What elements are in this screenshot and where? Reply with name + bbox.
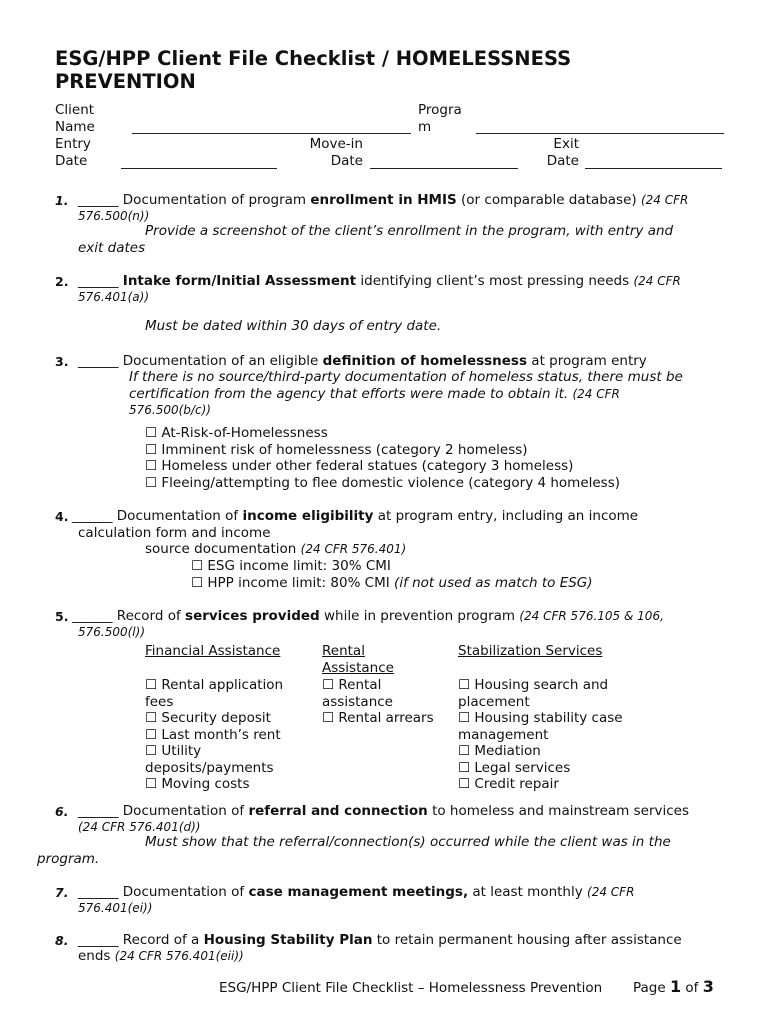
item-8-bold: Housing Stability Plan — [203, 932, 373, 948]
item-6-line1 — [78, 803, 689, 820]
item-2-cite1: (24 CFR — [633, 274, 681, 288]
fa-option-rental-application-cont: fees — [145, 693, 174, 710]
item-5-bold: services provided — [185, 608, 320, 624]
title-line-2: PREVENTION — [55, 70, 196, 93]
item-4-number: 4. — [55, 509, 69, 524]
item-5-pre: Record of — [112, 608, 186, 624]
item-7-pre: Documentation of — [118, 884, 249, 900]
item-3-pre: Documentation of an eligible — [118, 353, 323, 369]
item-2-line1 — [78, 273, 681, 290]
client-label-line2: Name — [55, 119, 95, 135]
entry-label-line1: Entry — [55, 136, 91, 152]
ss-option-credit-repair[interactable]: ☐ Credit repair — [458, 776, 559, 792]
exit-label-line1: Exit — [553, 136, 579, 152]
page-current: 1 — [669, 977, 682, 996]
item-8-post: to retain permanent housing after assistance — [372, 932, 682, 948]
item-1-number: 1. — [55, 193, 69, 208]
financial-assistance-heading-text: Financial Assistance — [145, 643, 281, 659]
rental-assistance-heading-line2: Assistance — [322, 659, 394, 676]
entry-label-line2: Date — [55, 153, 88, 169]
item-7-line1 — [78, 884, 634, 901]
item-4-post: at program entry, including an income — [373, 508, 639, 524]
stabilization-services-heading — [458, 643, 602, 660]
item-1-pre: Documentation of program — [118, 192, 311, 208]
item-2-post: identifying client’s most pressing needs — [356, 273, 634, 289]
ra-option-rental-cont: assistance — [322, 693, 393, 710]
item-8-cite: (24 CFR 576.401(eii)) — [114, 949, 244, 963]
movein-date-field[interactable] — [370, 168, 518, 169]
item-1-cite1: (24 CFR — [640, 193, 689, 207]
item-3-cite2: 576.500(b/c)) — [129, 403, 211, 417]
item-2-number: 2. — [55, 274, 69, 289]
item-5-cite1: (24 CFR 576.105 & 106, — [519, 609, 664, 623]
item-3-note2-text: certification from the agency that efforts were made to obtain it. — [129, 386, 573, 402]
item-3-post: at program entry — [527, 353, 647, 369]
item-1-post: (or comparable database) — [456, 192, 641, 208]
item-8-line2 — [78, 948, 244, 965]
footer-text: ESG/HPP Client File Checklist – Homelessness Prevention — [219, 980, 603, 996]
item-4-line1 — [72, 508, 638, 525]
item-5-cite2: 576.500(l)) — [78, 625, 146, 639]
item-3-note2 — [129, 386, 620, 403]
item-7-post: at least monthly — [468, 884, 588, 900]
item-6-pre: Documentation of — [118, 803, 249, 819]
item-3-blank[interactable]: ______ — [78, 353, 119, 369]
page-number — [633, 979, 714, 997]
movein-label-line2: Date — [330, 153, 363, 169]
item-6-number: 6. — [55, 804, 69, 819]
item-5-blank[interactable]: ______ — [72, 608, 113, 624]
item-6-note1: Must show that the referral/connection(s) occurred while the client was in the — [145, 834, 671, 850]
item-1-note1: Provide a screenshot of the client’s enrollment in the program, with entry and — [145, 223, 674, 239]
exit-label-line2: Date — [546, 153, 579, 169]
fa-option-utility[interactable]: ☐ Utility — [145, 743, 202, 759]
item-3-option-1[interactable]: ☐ At-Risk-of-Homelessness — [145, 425, 328, 441]
item-4-option-1[interactable]: ☐ ESG income limit: 30% CMI — [191, 558, 391, 574]
item-3-cite1: (24 CFR — [572, 387, 620, 401]
item-4-line3 — [145, 541, 406, 558]
fa-option-last-month-rent[interactable]: ☐ Last month’s rent — [145, 726, 281, 743]
program-field[interactable] — [476, 133, 724, 134]
exit-date-label — [540, 136, 579, 170]
item-6-blank[interactable]: ______ — [78, 803, 119, 819]
fa-option-security-deposit[interactable]: ☐ Security deposit — [145, 710, 271, 726]
client-label — [55, 102, 95, 136]
ra-option-rental[interactable]: ☐ Rental — [322, 677, 382, 693]
item-1-cite2: 576.500(n)) — [78, 209, 150, 223]
stabilization-services-heading-text: Stabilization Services — [458, 643, 603, 659]
ra-option-arrears[interactable]: ☐ Rental arrears — [322, 710, 434, 726]
fa-option-utility-cont: deposits/payments — [145, 759, 274, 776]
program-label-line2: m — [418, 119, 432, 135]
item-2-note: Must be dated within 30 days of entry date. — [145, 318, 442, 334]
item-1-blank[interactable]: ______ — [78, 192, 119, 208]
item-3-note1: If there is no source/third-party documentation of homeless status, there must be — [129, 369, 683, 385]
movein-label-line1: Move-in — [309, 136, 363, 152]
entry-date-label — [55, 136, 91, 170]
stabilization-services-list — [458, 677, 623, 793]
title-line-1: ESG/HPP Client File Checklist / HOMELESSNESS — [55, 47, 572, 70]
fa-option-moving-costs[interactable]: ☐ Moving costs — [145, 776, 250, 792]
item-8-number: 8. — [55, 933, 69, 948]
item-4-line2: calculation form and income — [78, 525, 271, 541]
item-3-option-2[interactable]: ☐ Imminent risk of homelessness (category 2 homeless) — [145, 442, 528, 458]
ss-option-case-management-cont: management — [458, 726, 549, 743]
item-4-line3-text: source documentation — [145, 541, 301, 557]
financial-assistance-list — [145, 677, 283, 793]
item-4-cite: (24 CFR 576.401) — [300, 542, 407, 556]
item-7-number: 7. — [55, 885, 69, 900]
item-7-blank[interactable]: ______ — [78, 884, 119, 900]
rental-assistance-heading — [322, 643, 394, 676]
entry-date-field[interactable] — [121, 168, 277, 169]
client-label-line1: Client — [55, 102, 95, 118]
page-label: Page — [633, 980, 670, 996]
item-1-note2: exit dates — [78, 240, 146, 256]
rental-assistance-heading-line1: Rental — [322, 643, 365, 659]
page-of: of — [681, 980, 703, 996]
item-7-bold: case management meetings, — [248, 884, 469, 900]
item-8-pre: Record of a — [118, 932, 204, 948]
program-label — [418, 102, 462, 136]
item-4-option-2-text: ☐ HPP income limit: 80% CMI — [191, 575, 395, 591]
ss-option-case-management[interactable]: ☐ Housing stability case — [458, 710, 623, 726]
rental-assistance-list — [322, 677, 434, 727]
item-4-option-2-note: (if not used as match to ESG) — [394, 575, 593, 591]
item-7-cite1: (24 CFR — [587, 885, 635, 899]
document-title — [55, 47, 695, 93]
item-7-cite2: 576.401(ei)) — [78, 901, 153, 915]
item-6-cite: (24 CFR 576.401(d)) — [78, 820, 201, 834]
item-2-cite2: 576.401(a)) — [78, 290, 150, 304]
page-total: 3 — [702, 977, 714, 996]
item-4-pre: Documentation of — [112, 508, 243, 524]
item-3-line1 — [78, 353, 647, 370]
item-4-bold: income eligibility — [242, 508, 374, 524]
item-5-number: 5. — [55, 609, 69, 624]
item-3-option-3[interactable]: ☐ Homeless under other federal statues (category 3 homeless) — [145, 458, 574, 474]
item-8-blank[interactable]: ______ — [78, 932, 119, 948]
fa-option-rental-application[interactable]: ☐ Rental application — [145, 677, 284, 693]
item-6-post: to homeless and mainstream services — [427, 803, 690, 819]
item-3-option-4[interactable]: ☐ Fleeing/attempting to flee domestic violence (category 4 homeless) — [145, 475, 621, 491]
item-5-line1 — [72, 608, 664, 625]
program-label-line1: Progra — [418, 102, 462, 118]
item-3-bold: definition of homelessness — [322, 353, 528, 369]
ss-option-legal[interactable]: ☐ Legal services — [458, 759, 571, 776]
item-4-blank[interactable]: ______ — [72, 508, 113, 524]
item-1-line1 — [78, 192, 688, 209]
movein-date-label — [309, 136, 363, 170]
item-2-bold: Intake form/Initial Assessment — [122, 273, 357, 289]
client-name-field[interactable] — [132, 133, 411, 134]
ss-option-housing-search-cont: placement — [458, 693, 530, 710]
financial-assistance-heading — [145, 643, 280, 660]
item-8-line1 — [78, 932, 682, 949]
exit-date-field[interactable] — [585, 168, 722, 169]
ss-option-housing-search[interactable]: ☐ Housing search and — [458, 677, 609, 693]
item-2-blank[interactable]: ______ — [78, 273, 119, 289]
item-3-number: 3. — [55, 354, 69, 369]
item-5-post: while in prevention program — [319, 608, 520, 624]
item-8-line2-text: ends — [78, 948, 115, 964]
ss-option-mediation[interactable]: ☐ Mediation — [458, 743, 541, 759]
item-4-option-2[interactable] — [191, 575, 593, 592]
item-6-note2: program. — [37, 851, 100, 867]
item-1-bold: enrollment in HMIS — [310, 192, 457, 208]
item-6-bold: referral and connection — [248, 803, 428, 819]
